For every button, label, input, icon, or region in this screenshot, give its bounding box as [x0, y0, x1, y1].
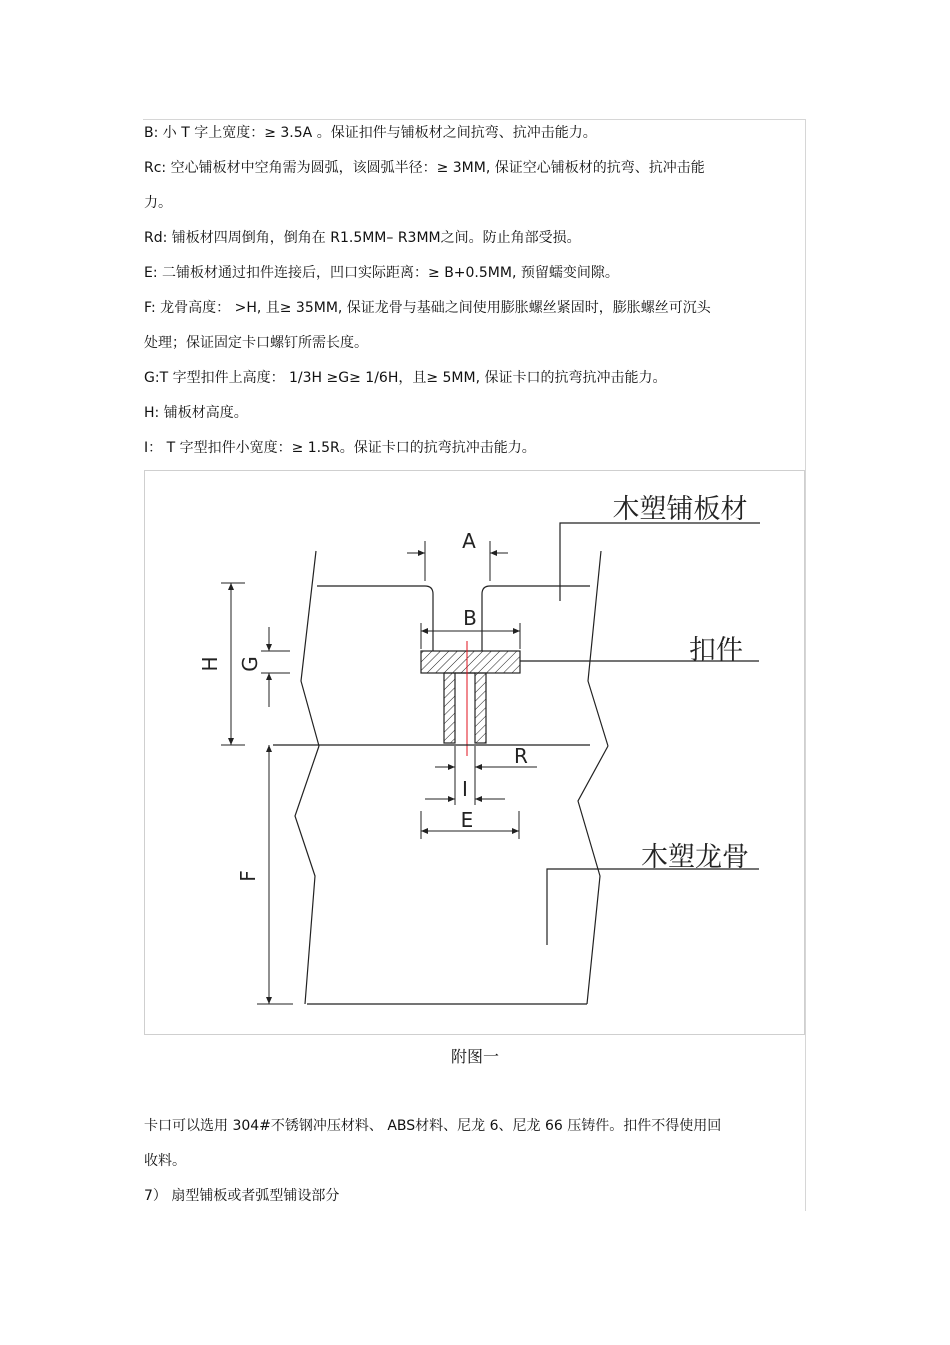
spec-g: G:T 字型扣件上高度： 1/3H ≥G≥ 1/6H，且≥ 5MM, 保证卡口的抗弯抗冲击能力。: [144, 370, 667, 386]
label-f: F: [236, 870, 260, 882]
label-h: H: [198, 656, 222, 672]
figure-diagram: [144, 470, 805, 1035]
label-b: B: [463, 606, 477, 630]
label-r: R: [514, 744, 528, 768]
label-clip: 扣件: [689, 635, 743, 666]
dim-a: [407, 541, 508, 581]
spec-rc-cont: 力。: [144, 195, 172, 211]
spec-f-cont: 处理；保证固定卡口螺钉所需长度。: [144, 335, 368, 351]
spec-f: F: 龙骨高度： >H, 且≥ 35MM, 保证龙骨与基础之间使用膨胀螺丝紧固时，膨胀螺丝可沉头: [144, 300, 711, 316]
spec-h: H: 铺板材高度。: [144, 405, 248, 421]
spec-rd: Rd: 铺板材四周倒角，倒角在 R1.5MM– R3MM之间。防止角部受损。: [144, 230, 581, 246]
label-joist: 木塑龙骨: [641, 842, 749, 873]
label-board: 木塑铺板材: [612, 494, 748, 525]
figure-caption: 附图一: [450, 1047, 499, 1066]
clip-diagram-svg: [145, 471, 806, 1036]
label-a: A: [462, 529, 476, 553]
dim-g: [261, 627, 290, 707]
label-e: E: [460, 808, 474, 832]
clip-shape: [421, 641, 520, 756]
label-g: G: [238, 656, 262, 672]
material-note-cont: 收料。: [144, 1153, 186, 1169]
section-heading-7: 7） 扇型铺板或者弧型铺设部分: [144, 1188, 340, 1204]
spec-i: I： T 字型扣件小宽度：≥ 1.5R。保证卡口的抗弯抗冲击能力。: [144, 440, 536, 456]
material-note: 卡口可以选用 304#不锈钢冲压材料、 ABS材料、尼龙 6、尼龙 66 压铸件。扣件不得使用回: [144, 1118, 722, 1134]
spec-b: B: 小 T 字上宽度：≥ 3.5A 。保证扣件与铺板材之间抗弯、抗冲击能力。: [144, 125, 597, 141]
joist-outline: [295, 746, 608, 1004]
dim-f: [257, 745, 293, 1004]
label-i: I: [462, 777, 468, 801]
spec-e: E: 二铺板材通过扣件连接后，凹口实际距离：≥ B+0.5MM, 预留蠕变间隙。: [144, 265, 619, 281]
spec-rc: Rc: 空心铺板材中空角需为圆弧，该圆弧半径：≥ 3MM, 保证空心铺板材的抗弯、抗冲击能: [144, 160, 705, 176]
